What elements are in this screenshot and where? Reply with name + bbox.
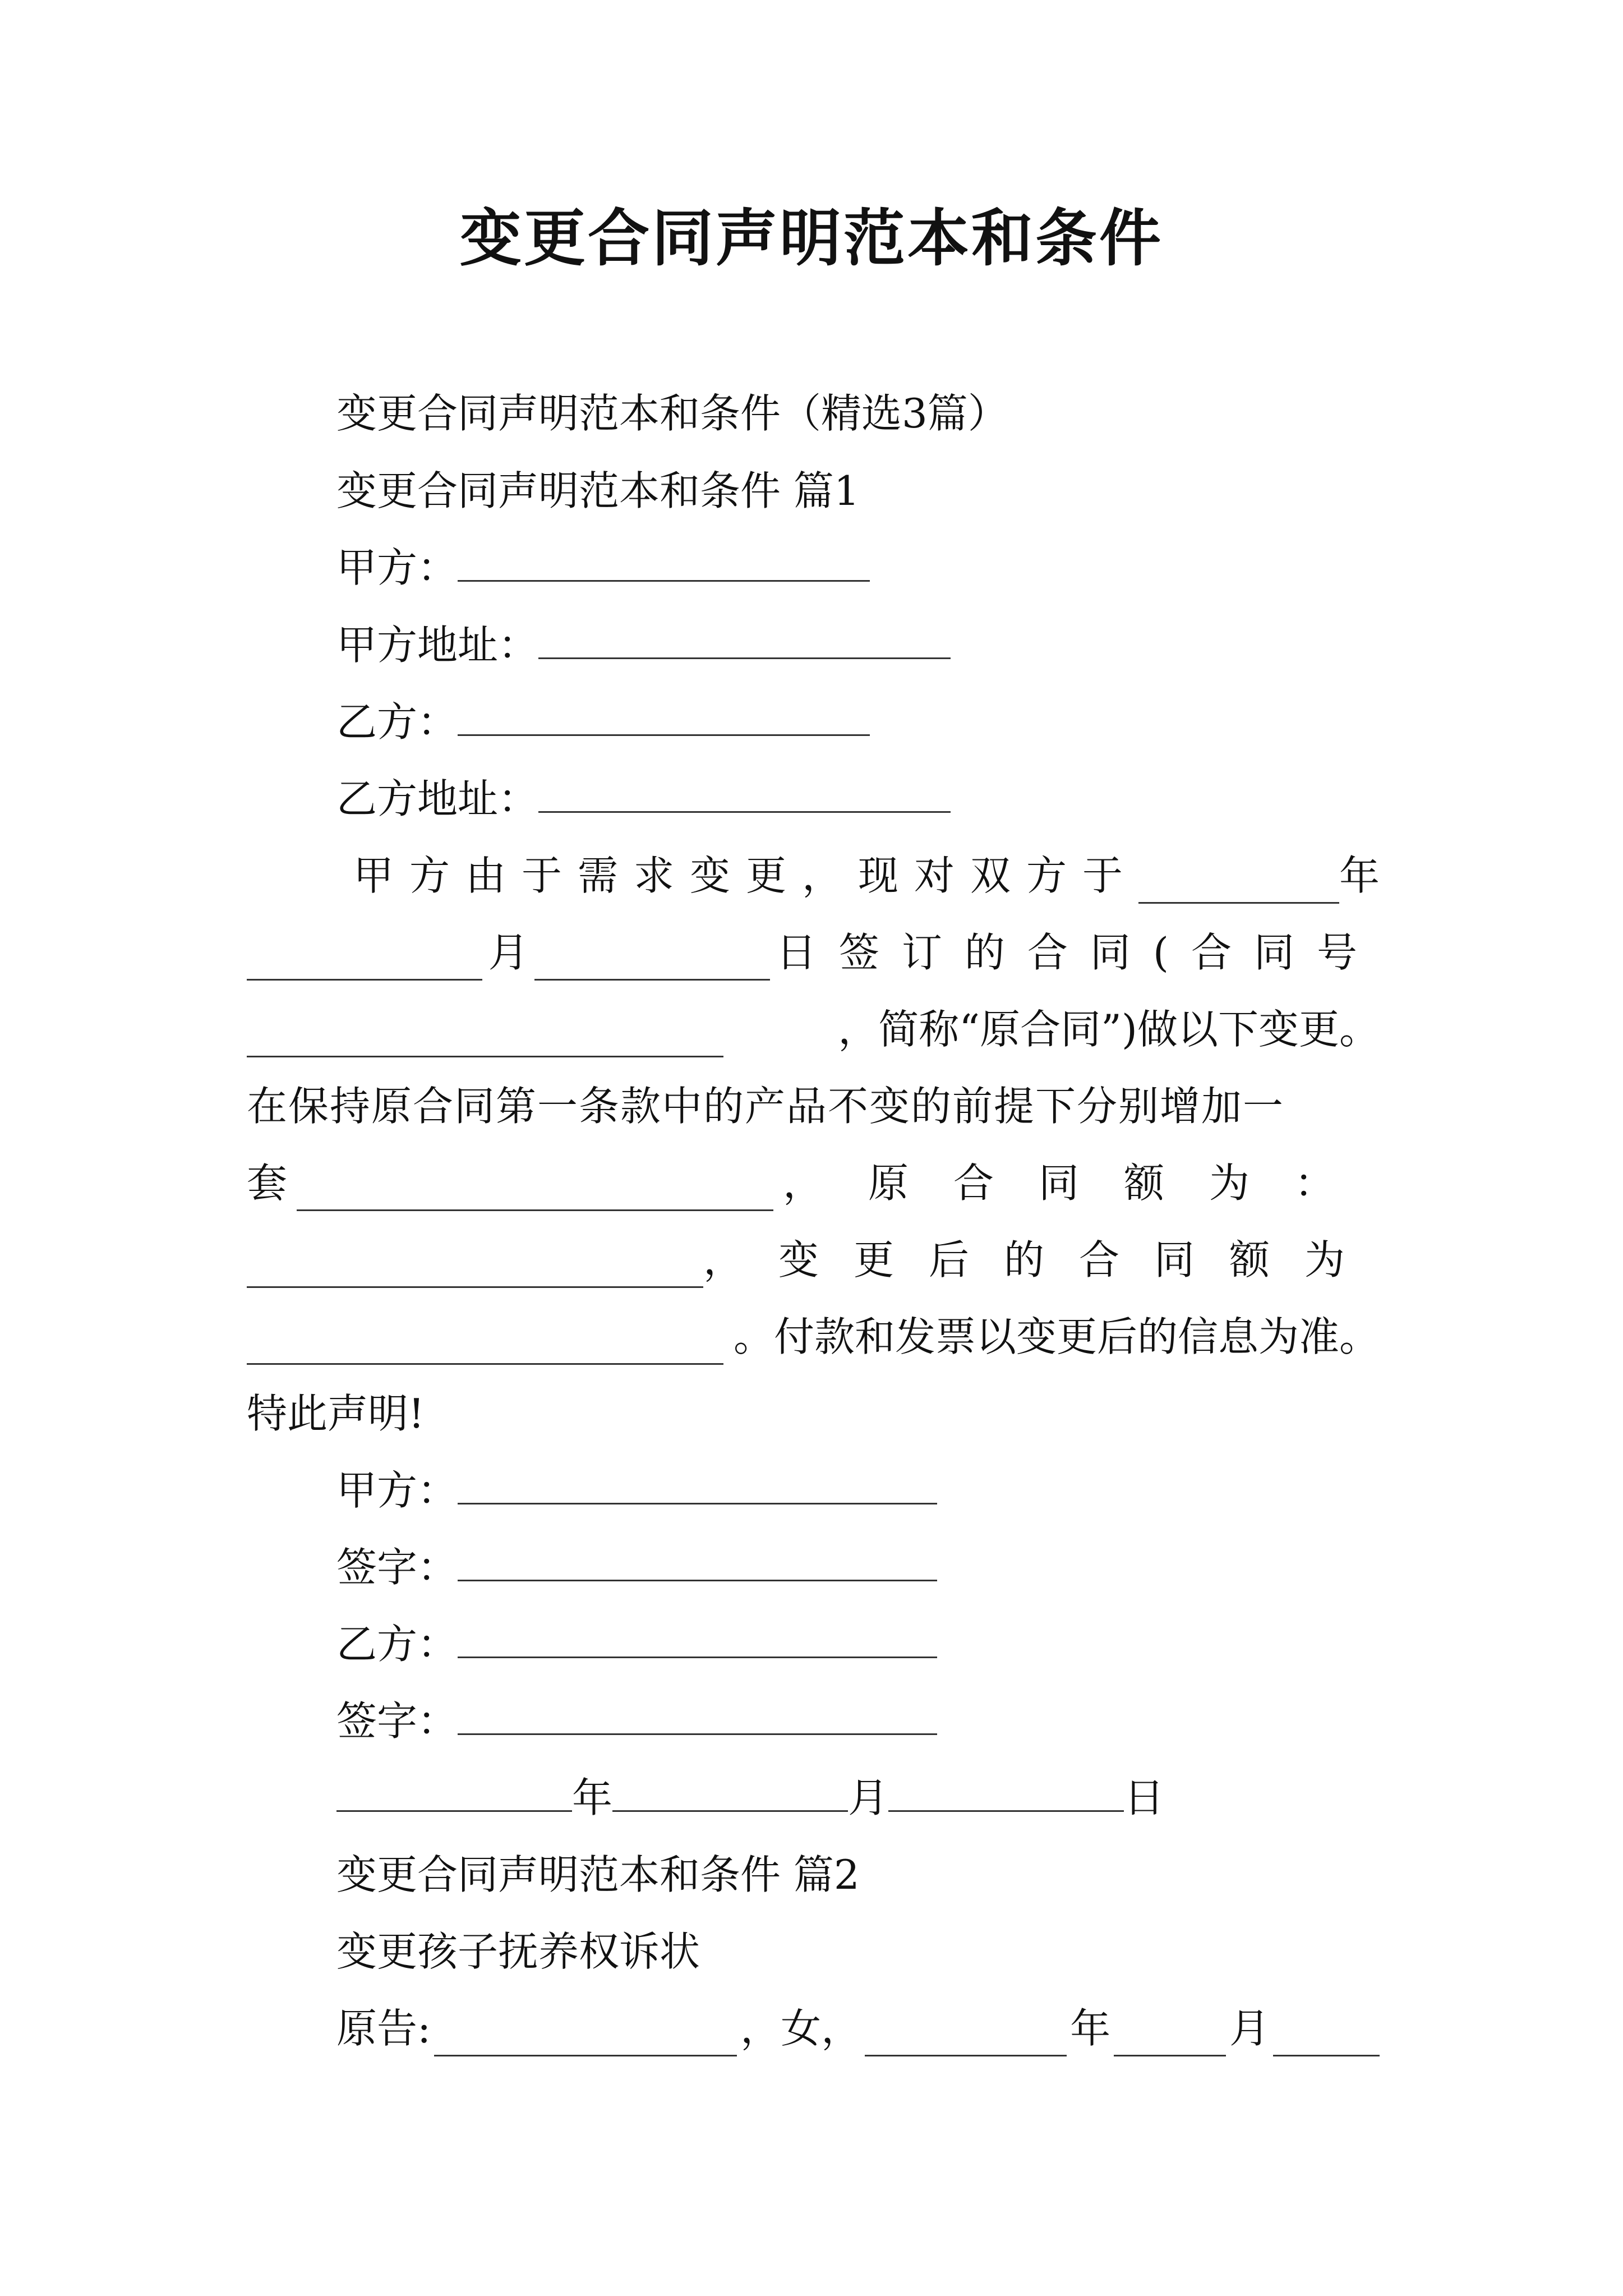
party-b-address-line [336,771,951,827]
sign-b-blank [458,1694,937,1735]
sign-day-blank [888,1771,1124,1812]
sign-b-label: 签字： [336,1697,458,1745]
sign-party-b-line [336,1616,937,1672]
original-amount-blank [247,1247,703,1288]
subtitle: 变更合同声明范本和条件（精选3篇） [336,390,1008,437]
plaintiff-year-blank [865,2016,1067,2056]
sign-b-line [336,1693,937,1749]
sign-month-label: 月 [848,1774,889,1821]
body-text-7: 。付款和发票以变更后的信息为准。 [733,1313,1380,1360]
contract-number-blank [247,1016,723,1057]
body-year-label: 年 [1339,852,1380,899]
contract-day-blank [534,940,770,981]
body-line-7 [247,1309,1380,1365]
sign-day-label: 日 [1124,1774,1165,1821]
body-line-8: 特此声明! [247,1390,425,1437]
part2-heading: 变更合同声明范本和条件 篇2 [336,1851,860,1898]
sign-month-blank [612,1771,848,1812]
contract-year-blank [1138,863,1339,904]
party-b-address-blank [538,772,951,813]
sign-year-blank [336,1771,572,1812]
sign-party-b-label: 乙方： [336,1621,458,1668]
body-text-3: ，简称“原合同”)做以下变更。 [838,1006,1380,1053]
body-line-5 [247,1155,1380,1211]
party-b-address-label: 乙方地址： [336,775,539,822]
sign-party-b-blank [458,1617,937,1658]
body-line-2 [247,924,1380,981]
part1-heading: 变更合同声明范本和条件 篇1 [336,467,860,514]
party-b-label: 乙方： [336,698,458,746]
new-amount-blank [247,1324,723,1365]
document-title: 变更合同声明范本和条件 [460,202,1163,274]
plaintiff-label: 原告: [336,2005,431,2052]
sign-a-blank [458,1540,937,1581]
body-text-5a: 套 [247,1159,288,1207]
party-a-blank [458,541,870,582]
party-a-address-label: 甲方地址： [336,622,539,669]
party-a-label: 甲方： [336,544,458,591]
contract-month-blank [247,940,482,981]
sign-year-label: 年 [572,1774,613,1821]
added-sets-blank [297,1170,773,1211]
body-text-5b: ，原合同额为： [782,1159,1380,1207]
body-text-6: ，变更后的合同额为 [703,1236,1380,1283]
party-b-line [336,694,870,750]
plaintiff-month-blank [1114,2016,1226,2056]
plaintiff-gender: ，女， [740,2005,862,2052]
body-text-2: 日签订的合同(合同号 [776,929,1380,976]
body-line-3 [247,1001,1380,1057]
sign-party-a-label: 甲方： [336,1467,458,1514]
plaintiff-line [336,2000,1380,2056]
sign-a-line [336,1539,937,1595]
plaintiff-name-blank [434,2016,737,2056]
body-month-label: 月 [488,929,529,976]
part2-title: 变更孩子抚养权诉状 [336,1928,700,1975]
party-a-address-blank [538,618,951,659]
sign-party-a-line [336,1462,937,1519]
plaintiff-year-label: 年 [1070,2005,1111,2052]
sign-party-a-blank [458,1464,937,1504]
plaintiff-day-blank [1273,2016,1380,2056]
sign-a-label: 签字： [336,1544,458,1591]
body-line-4: 在保持原合同第一条款中的产品不变的前提下分别增加一 [247,1083,1285,1130]
sign-date-line [336,1770,1164,1826]
plaintiff-month-label: 月 [1229,2005,1270,2052]
party-a-address-line [336,617,951,673]
body-line-1 [353,848,1380,904]
party-a-line [336,540,870,596]
party-b-blank [458,695,870,736]
body-text-1: 甲方由于需求变更，现对双方于 [353,852,1139,899]
body-line-6 [247,1232,1380,1288]
